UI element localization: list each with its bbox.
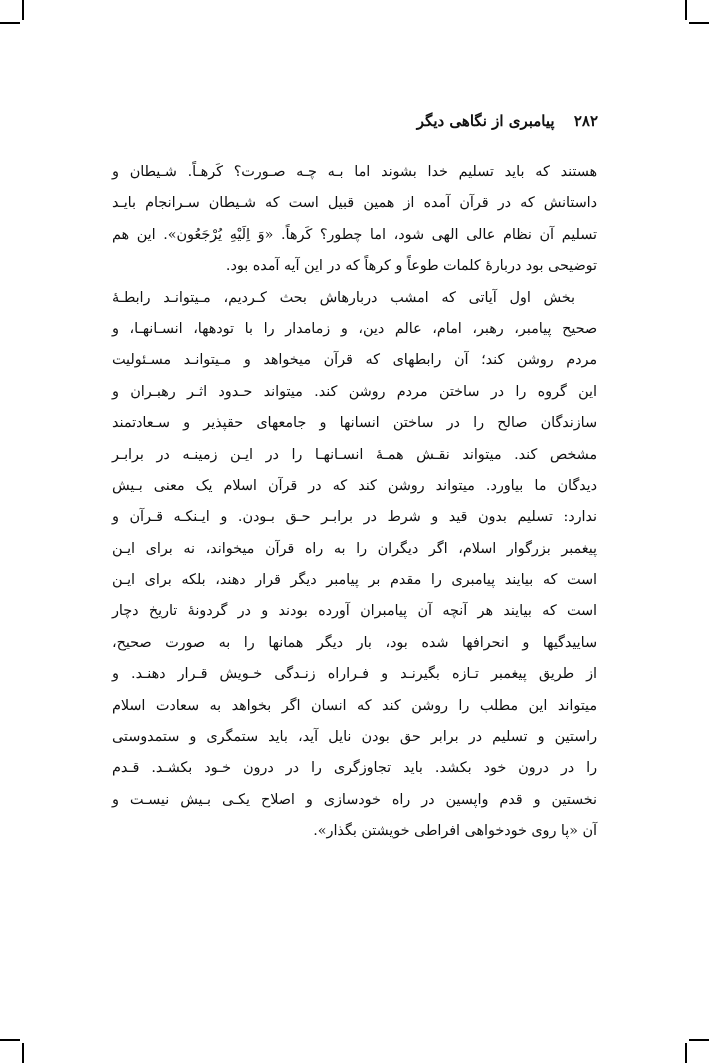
book-title: پیامبری از نگاهی دیگر [416, 112, 555, 130]
crop-mark-top-right-vertical [685, 0, 687, 20]
text-line: دیدگان ما بیاورد. میتواند روشن کند که در قرآن اسلام یک معنی بـیش [112, 477, 597, 494]
crop-mark-top-left-horizontal [0, 22, 20, 24]
crop-mark-bottom-left-vertical [22, 1043, 24, 1063]
text-line: آن «پا روی خودخواهی افراطی خویشتن بگذار». [313, 823, 597, 840]
text-line: تسلیم آن نظام عالی الهی شود، اما چطور؟ کَرهاً. «وَ اِلَیْهِ یُرْجَعُون». این هم [112, 226, 597, 243]
text-line: صحیح پیامبر، رهبر، امام، عالم دین، و زمامدار را با تودهها، انسـانهـا، و [112, 320, 597, 337]
text-line: داستانش که در قرآن آمده از همین قبیل است که شـیطان سـرانجام بایـد [112, 195, 597, 212]
page-number: ۲۸۲ [573, 112, 598, 130]
crop-mark-bottom-left-horizontal [0, 1039, 20, 1041]
crop-mark-top-right-horizontal [689, 22, 709, 24]
text-line: میتواند این مطلب را روشن کند که انسان اگر بخواهد به سعادت اسلام [112, 697, 597, 714]
text-line: را در درون خود بکشد. باید تجاوزگری را در درون خـود بکشـد. قـدم [112, 760, 597, 777]
text-line: است که بیایند پیامبری را مقدم بر پیامبر دیگر قرار دهند، بلکه برای ایـن [112, 572, 597, 589]
text-line: ساییدگیها و انحرافها شده بود، بار دیگر همانها را به صورت صحیح، [112, 634, 597, 651]
text-line: پیغمبر بزرگوار اسلام، اگر دیگران را به راه قرآن میخواند، نه برای ایـن [112, 540, 597, 557]
crop-mark-bottom-right-vertical [685, 1043, 687, 1063]
text-line: توضیحی بود دربارهٔ کلمات طوعاً و کرهاً که در این آیه آمده بود. [225, 258, 597, 275]
text-line: مشخص کند. میتواند نقـش همـهٔ انسـانهـا را در ایـن زمینـه در برابـر [112, 446, 597, 463]
paragraph-1 [112, 157, 597, 283]
text-line: نخستین و قدم واپسین در راه خودسازی و اصلاح یکـی بـیش نیسـت و [112, 791, 597, 808]
text-line: مردم روشن کند؛ آن رابطهای که قرآن میخواهد و مـیتوانـد مسـئولیت [112, 352, 597, 369]
text-line: این گروه را در ساختن مردم روشن کند. میتواند حـدود اثـر رهبـران و [112, 383, 597, 400]
text-line: ندارد: تسلیم بدون قید و شرط در برابـر حـق بـودن. و ایـنکـه قـرآن و [112, 509, 597, 526]
paragraph-2 [112, 283, 597, 848]
page-body [112, 157, 597, 848]
text-line: از طریق پیغمبر تـازه بگیرنـد و فـراراه زنـدگی خـویش قـرار دهنـد. و [112, 666, 597, 683]
text-line: راستین و تسلیم در برابر حق بودن نایل آید، باید ستمگری و ستمدوستی [112, 729, 597, 746]
crop-mark-bottom-right-horizontal [689, 1039, 709, 1041]
text-line: هستند که باید تسلیم خدا بشوند اما بـه چـه صـورت؟ کَرهـاً. شـیطان و [112, 164, 597, 180]
text-line: است که بیایند هر آنچه آن پیامبران آورده بودند و در گردونهٔ تاریخ دچار [112, 603, 597, 620]
text-line: سازندگان صالح را در ساختن انسانها و جامعهای حقپذیر و سـعادتمند [112, 415, 597, 432]
running-header [417, 112, 598, 130]
crop-mark-top-left-vertical [22, 0, 24, 20]
text-line: بخش اول آیاتی که امشب دربارهاش بحث کـردیم، مـیتوانـد رابطـهٔ [112, 289, 575, 306]
